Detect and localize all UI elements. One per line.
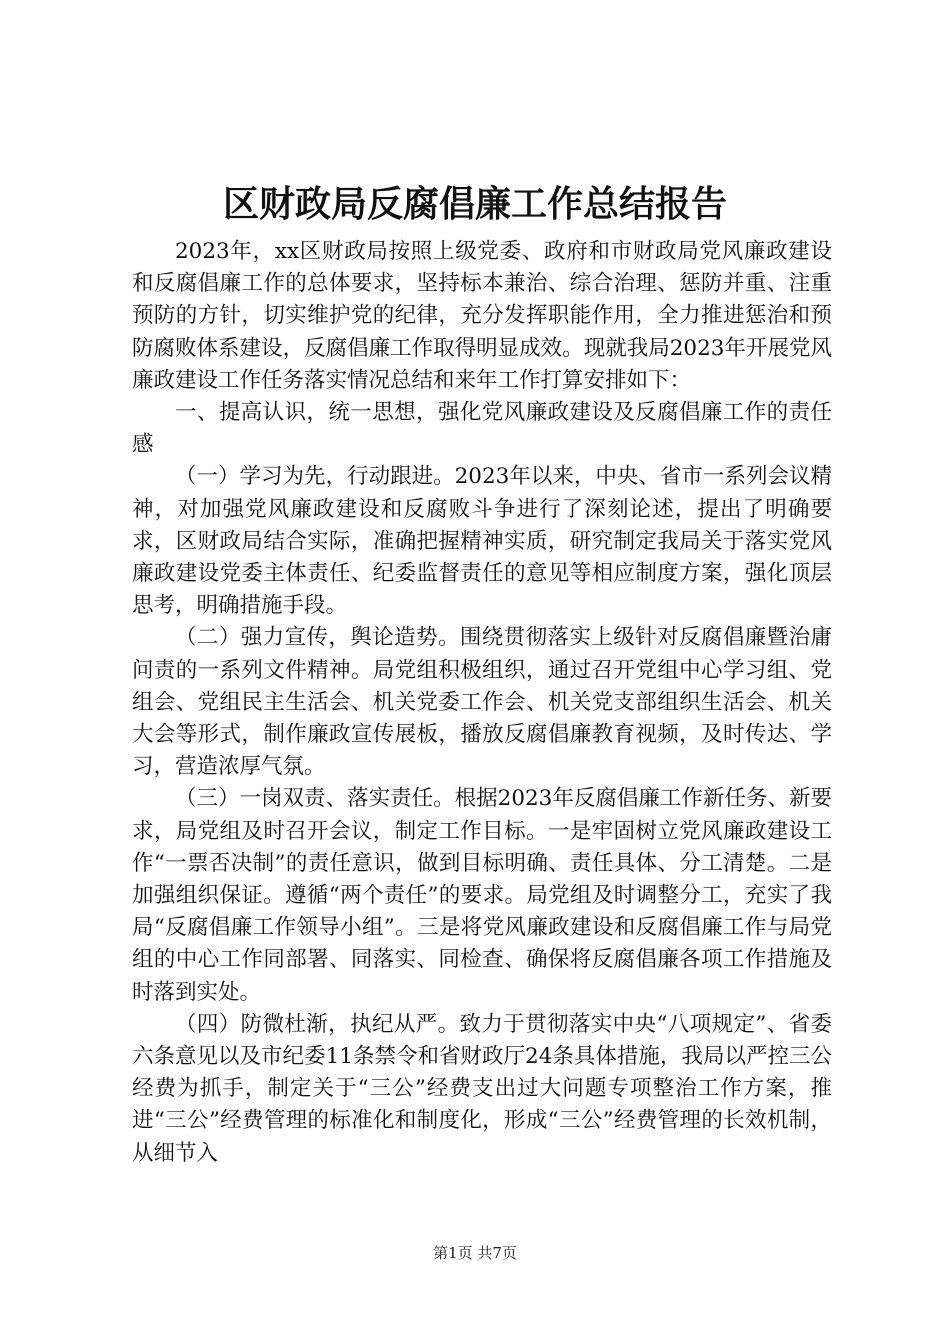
- paragraph-intro: 2023年，xx区财政局按照上级党委、政府和市财政局党风廉政建设和反腐倡廉工作的总体要求，坚持标本兼治、综合治理、惩防并重、注重预防的方针，切实维护党的纪律，充分发挥职能作用，全力推进惩治和预防腐败体系建设，反腐倡廉工作取得明显成效。现就我局2023年开展党风廉政建设工作任务落实情况总结和来年工作打算安排如下：: [132, 239, 832, 393]
- paragraph-section-heading: 一、提高认识，统一思想，强化党风廉政建设及反腐倡廉工作的责任感: [132, 400, 832, 458]
- document-title: 区财政局反腐倡廉工作总结报告: [222, 183, 727, 225]
- page-number-footer: 第1页 共7页: [433, 1244, 517, 1262]
- paragraph-item-4: （四）防微杜渐，执纪从严。致力于贯彻落实中央“八项规定”、省委六条意见以及市纪委11条禁令和省财政厅24条具体措施，我局以严控三公经费为抓手，制定关于“三公”经费支出过大问题专项整治工作方案，推进“三公”经费管理的标准化和制度化，形成“三公”经费管理的长效机制，从细节入: [132, 1011, 832, 1166]
- paragraph-item-1: （一）学习为先，行动跟进。2023年以来，中央、省市一系列会议精神，对加强党风廉政建设和反腐败斗争进行了深刻论述，提出了明确要求，区财政局结合实际，准确把握精神实质，研究制定我局关于落实党风廉政建设党委主体责任、纪委监督责任的意见等相应制度方案，强化顶层思考，明确措施手段。: [132, 464, 832, 619]
- paragraph-item-2: （二）强力宣传，舆论造势。围绕贯彻落实上级针对反腐倡廉暨治庸问责的一系列文件精神。局党组积极组织，通过召开党组中心学习组、党组会、党组民主生活会、机关党委工作会、机关党支部组织生活会、机关大会等形式，制作廉政宣传展板，播放反腐倡廉教育视频，及时传达、学习，营造浓厚气氛。: [132, 625, 832, 780]
- document-body: [132, 236, 832, 1170]
- paragraph-item-3: （三）一岗双责、落实责任。根据2023年反腐倡廉工作新任务、新要求，局党组及时召开会议，制定工作目标。一是牢固树立党风廉政建设工作“一票否决制”的责任意识，做到目标明确、责任具体、分工清楚。二是加强组织保证。遵循“两个责任”的要求。局党组及时调整分工，充实了我局“反腐倡廉工作领导小组”。三是将党风廉政建设和反腐倡廉工作与局党组的中心工作同部署、同落实、同检查、确保将反腐倡廉各项工作措施及时落到实处。: [132, 786, 832, 1005]
